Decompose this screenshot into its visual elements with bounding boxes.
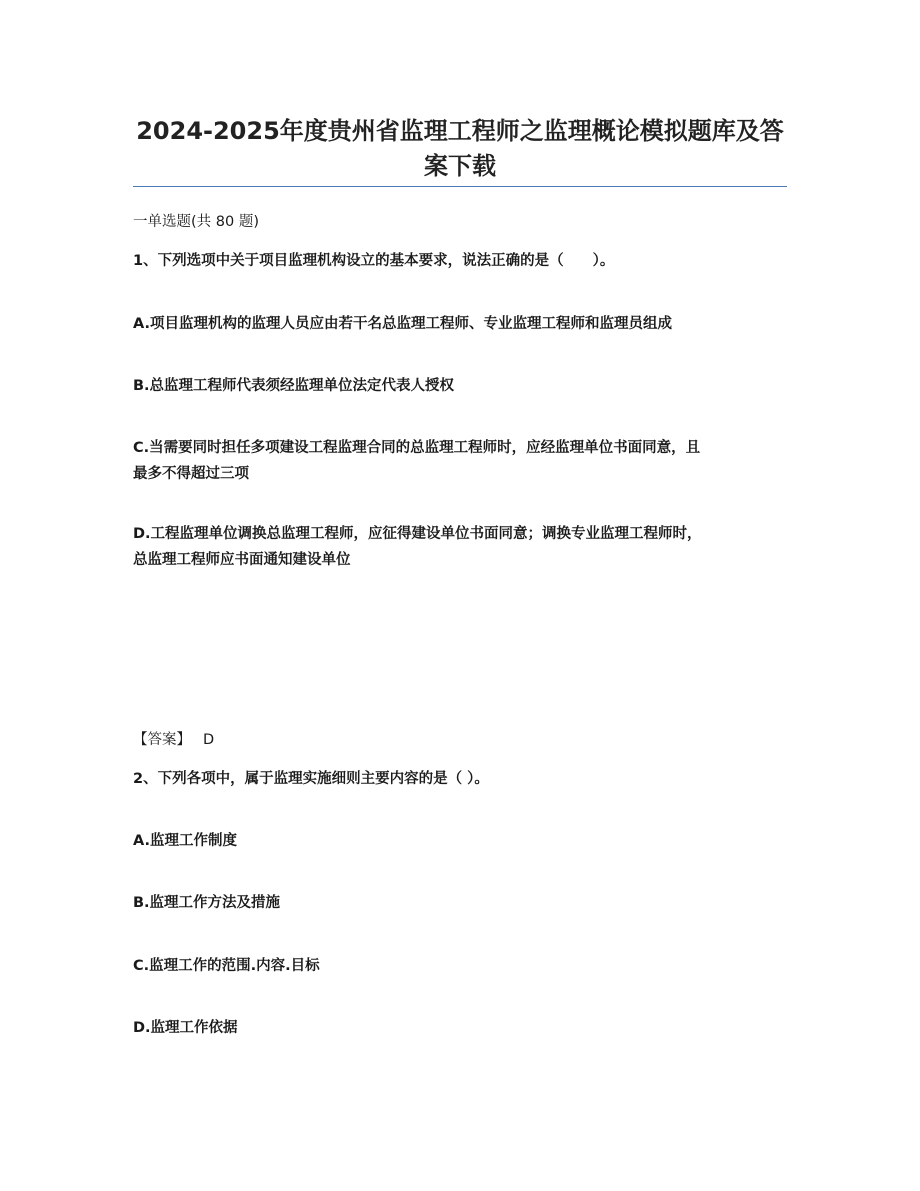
- title-divider: [133, 186, 787, 187]
- document-title-line-2: 案下载: [424, 152, 496, 180]
- question-2-option-b: B.监理工作方法及措施: [133, 895, 281, 911]
- document-title: [130, 114, 790, 184]
- question-1-answer: [133, 726, 793, 755]
- question-1-option-a: A.项目监理机构的监理人员应由若干名总监理工程师、专业监理工程师和监理员组成: [133, 316, 672, 332]
- question-1-option-d-line-1: D.工程监理单位调换总监理工程师，应征得建设单位书面同意；调换专业监理工程师时，: [133, 526, 702, 542]
- answer-value: D: [203, 732, 215, 748]
- question-1-option-b: B.总监理工程师代表须经监理单位法定代表人授权: [133, 378, 455, 394]
- question-1-stem: 1、下列选项中关于项目监理机构设立的基本要求，说法正确的是（ ）。: [133, 253, 615, 269]
- document-title-line-1: 2024-2025年度贵州省监理工程师之监理概论模拟题库及答: [136, 117, 784, 145]
- question-2-option-c: C.监理工作的范围.内容.目标: [133, 958, 320, 974]
- question-1-option-c-line-1: C.当需要同时担任多项建设工程监理合同的总监理工程师时，应经监理单位书面同意，且: [133, 440, 701, 456]
- answer-tag: 【答案】: [133, 732, 191, 748]
- question-1-option-d-line-2: 总监理工程师应书面通知建设单位: [133, 552, 351, 568]
- section-label: 一单选题(共 80 题): [133, 214, 259, 230]
- question-2-stem: 2、下列各项中，属于监理实施细则主要内容的是（ ）。: [133, 771, 489, 787]
- question-1-option-c-line-2: 最多不得超过三项: [133, 466, 249, 482]
- question-2-option-d: D.监理工作依据: [133, 1020, 238, 1036]
- question-2-option-a: A.监理工作制度: [133, 833, 237, 849]
